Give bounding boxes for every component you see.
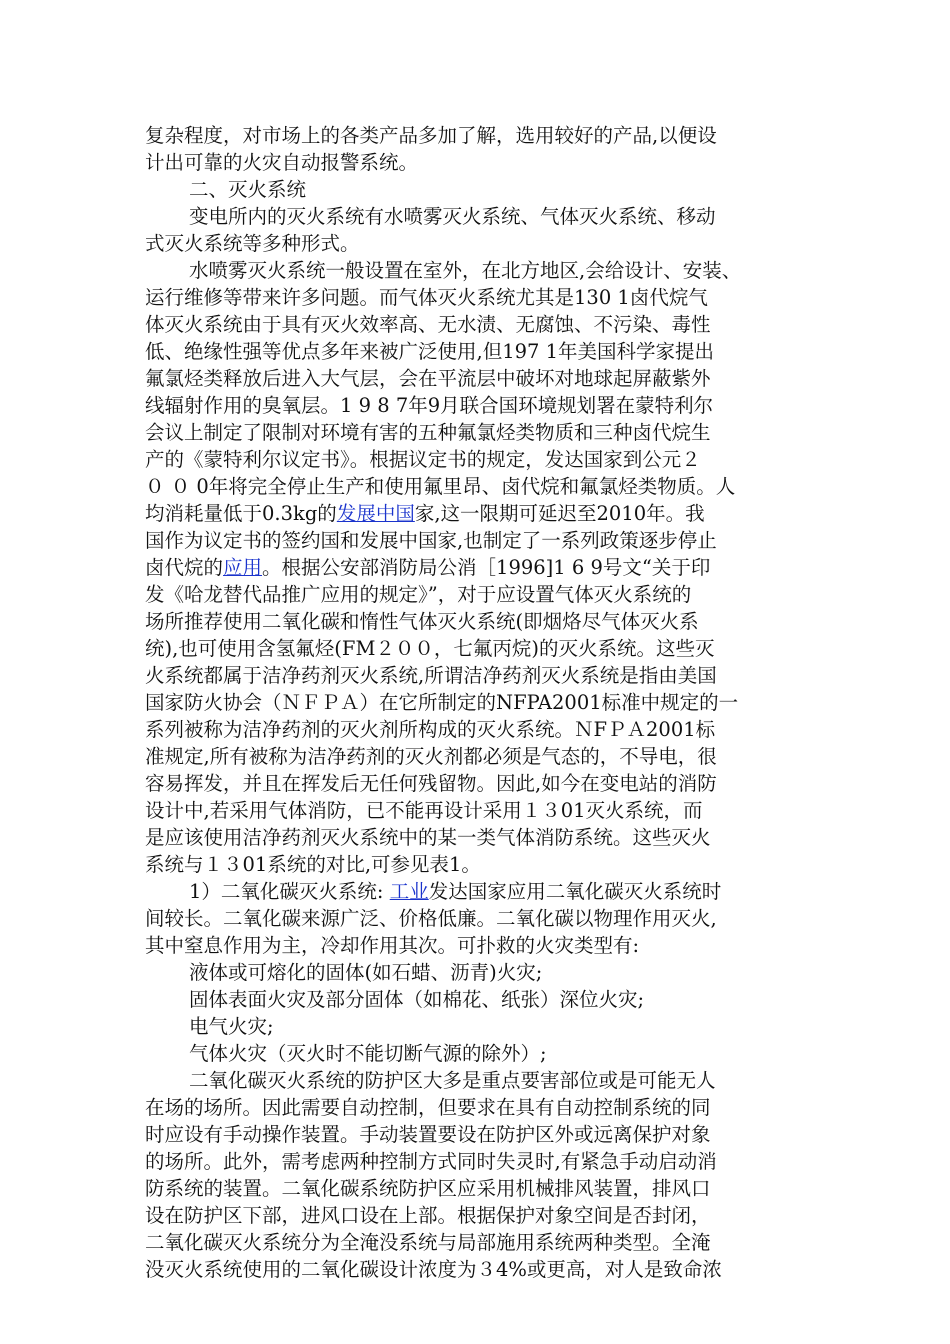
text-line bbox=[145, 662, 815, 689]
text-line bbox=[145, 824, 815, 851]
text-segment: 产的《蒙特利尔议定书》。根据议定书的规定，发达国家到公元２ bbox=[145, 448, 701, 471]
text-segment: 的场所。此外，需考虑两种控制方式同时失灵时,有紧急手动启动消 bbox=[145, 1150, 717, 1173]
text-line bbox=[189, 257, 815, 284]
text-segment: 间较长。二氧化碳来源广泛、价格低廉。二氧化碳以物理作用灭火, bbox=[145, 907, 717, 930]
text-segment: 会议上制定了限制对环境有害的五种氟氯烃类物质和三种卤代烷生 bbox=[145, 421, 711, 444]
text-line bbox=[145, 365, 815, 392]
text-segment: 场所推荐使用二氧化碳和惰性气体灭火系统(即烟烙尽气体灭火系 bbox=[145, 610, 699, 633]
text-line bbox=[189, 176, 815, 203]
text-line bbox=[145, 500, 815, 527]
text-segment: 卤代烷的 bbox=[145, 556, 224, 579]
text-line bbox=[145, 581, 815, 608]
text-line bbox=[145, 797, 815, 824]
text-segment: 氟氯烃类释放后进入大气层，会在平流层中破坏对地球起屏蔽紫外 bbox=[145, 367, 711, 390]
text-line bbox=[145, 1202, 815, 1229]
text-line bbox=[145, 1175, 815, 1202]
text-line bbox=[145, 1256, 815, 1283]
text-segment: 变电所内的灭火系统有水喷雾灭火系统、气体灭火系统、移动 bbox=[189, 205, 716, 228]
text-line bbox=[145, 554, 815, 581]
inline-link[interactable]: 工业 bbox=[389, 880, 429, 903]
text-segment: 发《哈龙替代品推广应用的规定》”，对于应设置气体灭火系统的 bbox=[145, 583, 692, 606]
text-line bbox=[189, 203, 815, 230]
text-line bbox=[189, 986, 815, 1013]
text-segment: 设计中,若采用气体消防，已不能再设计采用１３01灭火系统，而 bbox=[145, 799, 703, 822]
text-segment: ０ ０ 0年将完全停止生产和使用氟里昂、卤代烷和氟氯烃类物质。人 bbox=[145, 475, 736, 498]
text-line bbox=[189, 878, 815, 905]
text-segment: 时应设有手动操作装置。手动装置要设在防护区外或远离保护对象 bbox=[145, 1123, 711, 1146]
text-segment: 。根据公安部消防局公消［1996]1 6 9号文“关于印 bbox=[262, 556, 711, 579]
text-line bbox=[145, 851, 815, 878]
text-line bbox=[145, 770, 815, 797]
text-line bbox=[145, 284, 815, 311]
text-line bbox=[145, 1121, 815, 1148]
text-line bbox=[145, 392, 815, 419]
text-line bbox=[145, 689, 815, 716]
text-segment: 固体表面火灾及部分固体（如棉花、纸张）深位火灾; bbox=[189, 988, 645, 1011]
text-line bbox=[145, 122, 815, 149]
text-segment: 气体火灾（灭火时不能切断气源的除外）; bbox=[189, 1042, 547, 1065]
text-segment: 其中窒息作用为主，冷却作用其次。可扑救的火灾类型有: bbox=[145, 934, 640, 957]
text-line bbox=[145, 932, 815, 959]
text-segment: 统),也可使用含氢氟烃(FM２００，七氟丙烷)的灭火系统。这些灭 bbox=[145, 637, 715, 660]
text-line bbox=[145, 716, 815, 743]
inline-link[interactable]: 发展中国 bbox=[336, 502, 415, 525]
text-line bbox=[145, 338, 815, 365]
text-line bbox=[145, 635, 815, 662]
text-line bbox=[145, 473, 815, 500]
text-line bbox=[145, 446, 815, 473]
text-segment: 线辐射作用的臭氧层。1 9 8 7年9月联合国环境规划署在蒙特利尔 bbox=[145, 394, 714, 417]
text-segment: 在场的场所。因此需要自动控制，但要求在具有自动控制系统的同 bbox=[145, 1096, 711, 1119]
text-segment: 容易挥发，并且在挥发后无任何残留物。因此,如今在变电站的消防 bbox=[145, 772, 717, 795]
text-segment: 水喷雾灭火系统一般设置在室外，在北方地区,会给设计、安装、 bbox=[189, 259, 742, 282]
text-segment: 发达国家应用二氧化碳灭火系统时 bbox=[428, 880, 722, 903]
text-segment: 国作为议定书的签约国和发展中国家,也制定了一系列政策逐步停止 bbox=[145, 529, 717, 552]
text-line bbox=[145, 230, 815, 257]
text-segment: 系列被称为洁净药剂的灭火剂所构成的灭火系统。ＮFＰＡ2001标 bbox=[145, 718, 716, 741]
text-segment: 国家防火协会（ＮＦＰＡ）在它所制定的NFPA2001标准中规定的一 bbox=[145, 691, 739, 714]
text-line bbox=[145, 149, 815, 176]
text-segment: 电气火灾; bbox=[189, 1015, 274, 1038]
text-line bbox=[145, 1148, 815, 1175]
text-segment: 火系统都属于洁净药剂灭火系统,所谓洁净药剂灭火系统是指由美国 bbox=[145, 664, 717, 687]
text-segment: 体灭火系统由于具有灭火效率高、无水渍、无腐蚀、不污染、毒性 bbox=[145, 313, 711, 336]
text-line bbox=[189, 1013, 815, 1040]
text-segment: 液体或可熔化的固体(如石蜡、沥青)火灾; bbox=[189, 961, 543, 984]
text-segment: 设在防护区下部，进风口设在上部。根据保护对象空间是否封闭， bbox=[145, 1204, 711, 1227]
text-segment: 式灭火系统等多种形式。 bbox=[145, 232, 360, 255]
text-segment: 均消耗量低于0.3kg的 bbox=[145, 502, 337, 525]
text-line bbox=[145, 1229, 815, 1256]
text-segment: 计出可靠的火灾自动报警系统。 bbox=[145, 151, 419, 174]
text-segment: 家,这一限期可延迟至2010年。我 bbox=[414, 502, 705, 525]
text-segment: 防系统的装置。二氧化碳系统防护区应采用机械排风装置，排风口 bbox=[145, 1177, 711, 1200]
text-segment: 二氧化碳灭火系统分为全淹没系统与局部施用系统两种类型。全淹 bbox=[145, 1231, 711, 1254]
text-segment: 二、灭火系统 bbox=[189, 178, 307, 201]
text-segment: 系统与１３01系统的对比,可参见表1。 bbox=[145, 853, 481, 876]
text-line bbox=[145, 905, 815, 932]
text-line bbox=[189, 959, 815, 986]
text-segment: 运行维修等带来许多问题。而气体灭火系统尤其是130 1卤代烷气 bbox=[145, 286, 708, 309]
text-line bbox=[189, 1067, 815, 1094]
text-line bbox=[145, 608, 815, 635]
text-segment: 1）二氧化碳灭火系统: bbox=[189, 880, 390, 903]
text-segment: 准规定,所有被称为洁净药剂的灭火剂都必须是气态的，不导电，很 bbox=[145, 745, 717, 768]
text-line bbox=[189, 1040, 815, 1067]
text-segment: 是应该使用洁净药剂灭火系统中的某一类气体消防系统。这些灭火 bbox=[145, 826, 711, 849]
text-line bbox=[145, 743, 815, 770]
text-line bbox=[145, 311, 815, 338]
text-line bbox=[145, 527, 815, 554]
text-segment: 复杂程度，对市场上的各类产品多加了解，选用较好的产品,以便设 bbox=[145, 124, 717, 147]
text-line bbox=[145, 1094, 815, 1121]
text-line bbox=[145, 419, 815, 446]
inline-link[interactable]: 应用 bbox=[223, 556, 263, 579]
text-segment: 低、绝缘性强等优点多年来被广泛使用,但197 1年美国科学家提出 bbox=[145, 340, 715, 363]
text-segment: 二氧化碳灭火系统的防护区大多是重点要害部位或是可能无人 bbox=[189, 1069, 716, 1092]
text-segment: 没灭火系统使用的二氧化碳设计浓度为３4%或更高，对人是致命浓 bbox=[145, 1258, 722, 1281]
